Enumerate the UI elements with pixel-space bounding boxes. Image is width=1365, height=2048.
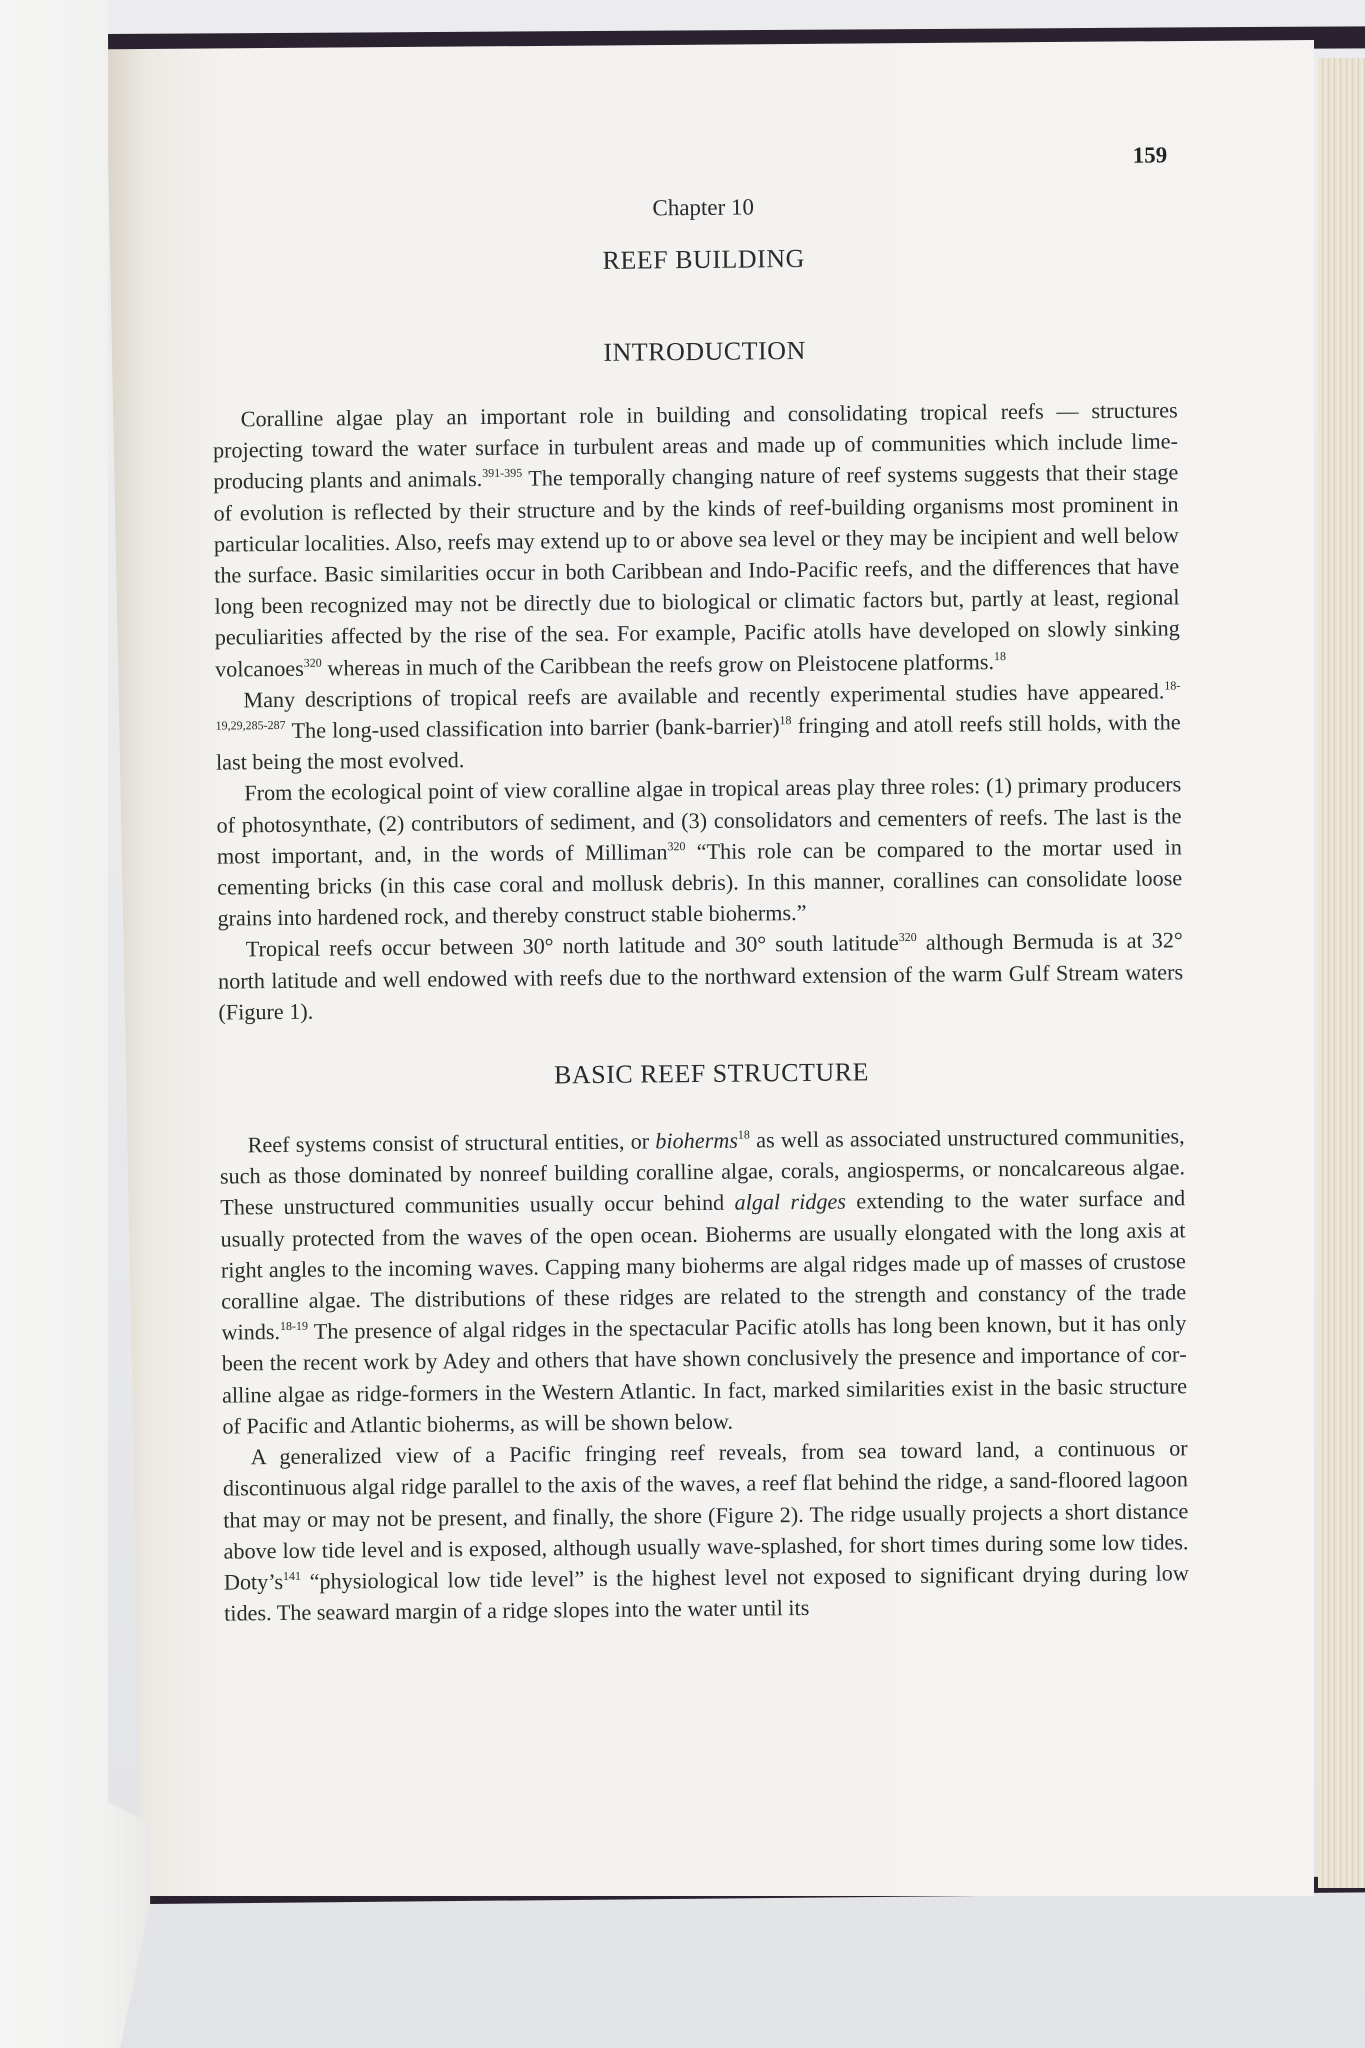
text-run: as well as associated unstructured communities, such as those dominated by nonreef building coralline algae, corals, angiosperms, or noncalcareous algae. These unstructured communities usually occur behind xyxy=(219,1123,1186,1221)
body-paragraph xyxy=(216,769,1182,934)
italic-term: bioherms xyxy=(655,1127,739,1154)
citation-superscript: 18-19 xyxy=(279,1319,309,1334)
paragraphs xyxy=(213,394,1184,1027)
body-paragraph xyxy=(220,1120,1188,1441)
page-text-block xyxy=(210,130,1189,1629)
text-run: whereas in much of the Caribbean the reefs grow on Pleistocene platforms. xyxy=(321,648,995,681)
section-basic-reef-structure xyxy=(219,1054,1189,1628)
text-run: From the ecological point of view coralline algae in tropical areas play three roles: (1) primary producers of photosynthate, (2) contributors of sediment, and (3) consolidators and cementers of reefs. The last is the most important, and, in the words of Milliman xyxy=(216,771,1182,869)
section-heading: INTRODUCTION xyxy=(603,335,806,367)
text-run: The temporally changing nature of reef systems suggests that their stage of evolution is reflected by their structure and by the kinds of reef-building organisms most prominent in particular localities. Also, reefs may extend up to or above sea level or they may be incipient and well below the surface. Basic similarities occur in both Caribbean and Indo-Pacific reefs, and the differences that have long been recognized may not be directly due to biological or climatic factors but, partly at least, regional peculiarities affected by the rise of the sea. For example, Pacific atolls have developed on slowly sinking volcanoes xyxy=(213,459,1180,682)
citation-superscript: 320 xyxy=(667,838,686,854)
citation-superscript: 18 xyxy=(993,648,1007,663)
citation-superscript: 391-395 xyxy=(482,466,523,481)
text-run: fringing and atoll reefs still holds, with the last being the most evolved. xyxy=(215,709,1181,775)
text-run: A generalized view of a Pacific fringing reef reveals, from sea toward land, a continuous or discontinuous algal ridge parallel to the axis of the waves, a reef flat behind the ridge, a sand-floored lagoon that may or may not be present, and finally, the shore (Figure 2). The ridge usually projects a short distance above low tide level and is exposed, although usually wave-splashed, for short times during some low tides. Doty’s xyxy=(222,1435,1189,1595)
text-run: extending to the water surface and usually protected from the waves of the open ocean. Bioherms are usually elongated with the long axis at right angles to the incoming waves. Capping many bioherms are algal ridges made up of masses of crustose coralline algae. The distributions of these ridges are related to the strength and constancy of the trade winds. xyxy=(220,1185,1187,1345)
text-run: although Bermuda is at 32° north latitude and well endowed with reefs due to the northward extension of the warm Gulf Stream waters (Figure 1). xyxy=(217,927,1184,1025)
body-paragraph xyxy=(223,1432,1190,1628)
chapter-label: Chapter 10 xyxy=(652,194,755,221)
section-heading: BASIC REEF STRUCTURE xyxy=(553,1057,870,1090)
citation-superscript: 18 xyxy=(737,1127,750,1142)
text-run: Tropical reefs occur between 30° north latitude and 30° south latitude xyxy=(245,930,899,962)
text-run: Reef systems consist of structural entities, or xyxy=(247,1128,656,1158)
body-paragraph xyxy=(215,675,1181,778)
text-run: The long-used classification into barrier (bank-barrier) xyxy=(285,713,780,743)
paragraphs xyxy=(220,1120,1190,1628)
italic-term: algal ridges xyxy=(734,1189,847,1216)
text-run: Coralline algae play an important role in building and consolidating tropical reefs — structures projecting toward the water surface in turbulent areas and made up of communities which include lime-producing plants and animals. xyxy=(212,397,1179,495)
citation-superscript: 18 xyxy=(779,713,792,728)
text-run: Many descriptions of tropical reefs are available and recently experimental studies have appeared. xyxy=(243,678,1165,713)
citation-superscript: 18-19,29,285-287 xyxy=(215,678,1181,733)
section-introduction xyxy=(212,332,1184,1027)
text-run: “This role can be compared to the mortar used in cementing bricks (in this case coral and mollusk debris). In this manner, corallines can consolidate loose grains into hardened rock, and thereby construct stable bioherms.” xyxy=(217,834,1183,931)
text-run: “physiological low tide level” is the highest level not exposed to significant drying during low tides. The seaward margin of a ridge slopes into the water until its xyxy=(224,1560,1189,1626)
body-paragraph xyxy=(213,394,1181,684)
page-number: 159 xyxy=(1132,142,1168,168)
text-run: The presence of algal ridges in the spectacular Pacific atolls has long been known, but it has only been the recent work by Adey and others that have shown conclusively the presence and importance of coralline algae as ridge-formers in the Western Atlantic. In fact, marked similarities exist in the basic structure of Pacific and Atlantic bioherms, as will be shown below. xyxy=(221,1310,1188,1439)
citation-superscript: 141 xyxy=(282,1568,302,1583)
citation-superscript: 320 xyxy=(303,655,322,670)
citation-superscript: 320 xyxy=(898,930,917,945)
page-stack-edges xyxy=(1318,58,1365,1888)
body-paragraph xyxy=(218,925,1184,1028)
chapter-title: REEF BUILDING xyxy=(602,243,805,275)
